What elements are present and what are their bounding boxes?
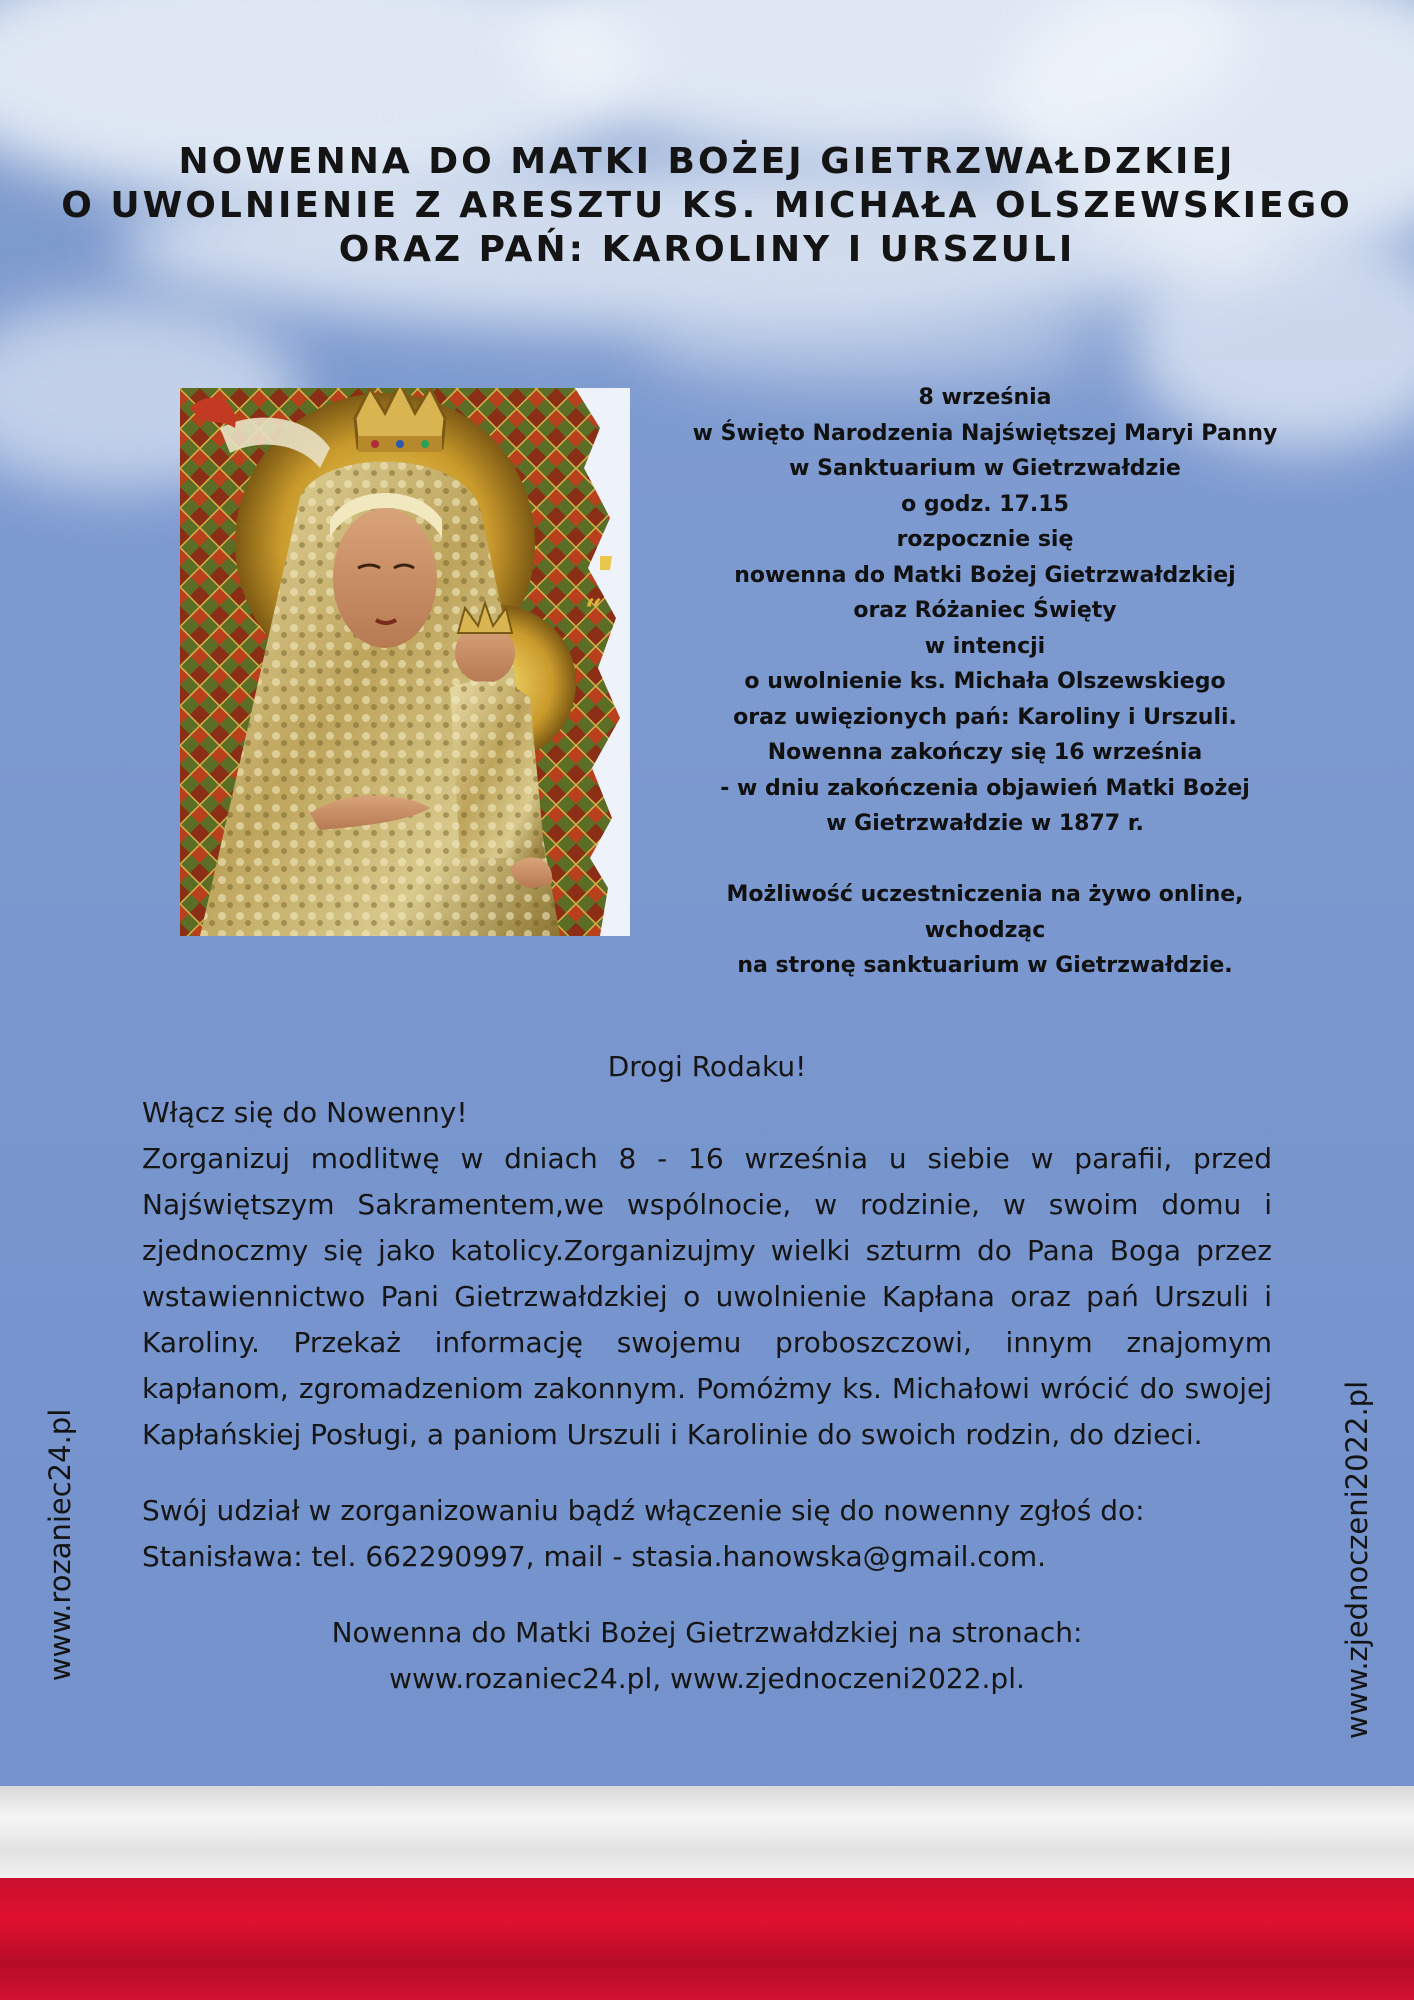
- spacer: [142, 1580, 1272, 1610]
- sites-line: Nowenna do Matki Bożej Gietrzwałdzkiej na stronach:: [331, 1616, 1083, 1649]
- appeal-text: [142, 1044, 1272, 1702]
- online-line: wchodząc: [924, 917, 1046, 943]
- spacer: [142, 1458, 1272, 1488]
- announcement-line: - w dniu zakończenia objawień Matki Bożej: [720, 775, 1250, 801]
- online-line: Możliwość uczestniczenia na żywo online,: [726, 882, 1244, 907]
- sites-urls: www.rozaniec24.pl, www.zjednoczeni2022.pl.: [389, 1662, 1025, 1695]
- announcement-line: oraz uwięzionych pań: Karoliny i Urszuli.: [733, 704, 1237, 730]
- announcement-line: w Gietrzwałdzie w 1877 r.: [826, 811, 1144, 836]
- online-line: na stronę sanktuarium w Gietrzwałdzie.: [737, 953, 1233, 978]
- poster-title: [0, 140, 1414, 272]
- announcement-line: 8 września: [918, 385, 1052, 410]
- flag-red-stripe: [0, 1878, 1414, 2000]
- call-to-action: Włącz się do Nowenny!: [142, 1096, 468, 1129]
- announcement-line: w intencji: [924, 633, 1046, 659]
- contact-line: Swój udział w zorganizowaniu bądź włączenie się do nowenny zgłoś do:: [142, 1494, 1145, 1527]
- appeal-paragraph: Zorganizuj modlitwę w dniach 8 - 16 września u siebie w parafii, przed Najświętszym Sakramentem,we wspólnocie, w rodzinie, w swoim domu i zjednoczmy się jako katolicy.Zorganizujmy wielki szturm do Pana Boga przez wstawiennictwo Pani Gietrzwałdzkiej o uwolnienie Kapłana oraz pań Urszuli i Karoliny. Przekaż informację swojemu proboszczowi, innym znajomym kapłanom, zgromadzeniom zakonnym. Pomóżmy ks. Michałowi wrócić do swojej Kapłańskiej Posługi, a paniom Urszuli i Karolinie do swoich rodzin, do dzieci.: [142, 1142, 1272, 1451]
- announcement-line: o godz. 17.15: [901, 491, 1069, 517]
- flag-white-stripe: [0, 1786, 1414, 1878]
- announcement-line: o uwolnienie ks. Michała Olszewskiego: [744, 669, 1226, 694]
- announcement-line: w Święto Narodzenia Najświętszej Maryi Panny: [692, 420, 1278, 446]
- announcement: [640, 380, 1330, 984]
- side-url-right-text: www.zjednoczeni2022.pl: [1340, 1380, 1374, 1740]
- announcement-line: nowenna do Matki Bożej Gietrzwałdzkiej: [734, 562, 1236, 588]
- announcement-line: w Sanktuarium w Gietrzwałdzie: [789, 456, 1181, 481]
- title-line: O UWOLNIENIE Z ARESZTU KS. MICHAŁA OLSZEWSKIEGO: [61, 185, 1353, 226]
- cloud: [640, 300, 1100, 390]
- announcement-line: oraz Różaniec Święty: [853, 598, 1117, 623]
- spacer: [640, 842, 1330, 878]
- madonna-icon: [180, 388, 630, 936]
- svg-text:“: “: [585, 593, 603, 628]
- title-line: ORAZ PAŃ: KAROLINY I URSZULI: [338, 229, 1076, 270]
- announcement-line: rozpocznie się: [896, 527, 1074, 552]
- side-url-left-text: www.rozaniec24.pl: [43, 1408, 77, 1682]
- contact-details: Stanisława: tel. 662290997, mail - stasia.hanowska@gmail.com.: [142, 1540, 1047, 1573]
- title-line: NOWENNA DO MATKI BOŻEJ GIETRZWAŁDZKIEJ: [178, 141, 1236, 182]
- announcement-line: Nowenna zakończy się 16 września: [767, 740, 1203, 765]
- greeting: Drogi Rodaku!: [607, 1050, 807, 1083]
